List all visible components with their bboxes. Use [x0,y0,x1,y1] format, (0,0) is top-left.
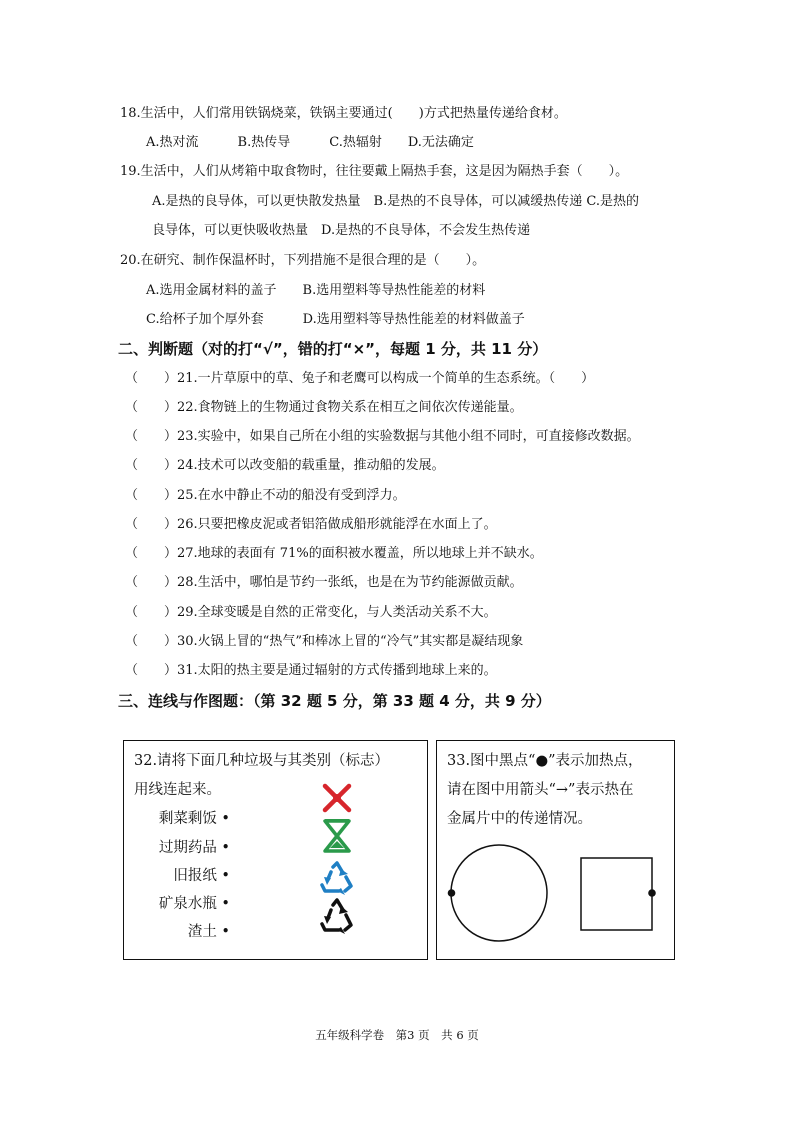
harmful-waste-icon [320,781,354,815]
heating-point-dot [648,889,656,897]
list-item: （ ）27.地球的表面有 71%的面积被水覆盖，所以地球上并不缺水。 [125,546,543,561]
heating-point-dot [448,889,456,897]
question-19-options-line1: A.是热的良导体，可以更快散发热量 B.是热的不良导体，可以减缓热传递 C.是热的 [152,194,639,209]
question-19-stem: 19.生活中，人们从烤箱中取食物时，往往要戴上隔热手套，这是因为隔热手套（ ）。 [120,164,629,179]
section-2-title: 二、判断题（对的打“√”，错的打“×”，每题 1 分，共 11 分） [118,340,548,358]
recyclable-icon [319,861,355,895]
question-32-line1: 32.请将下面几种垃圾与其类别（标志） [134,753,390,769]
list-item: （ ）30.火锅上冒的“热气”和棒冰上冒的“冷气”其实都是凝结现象 [125,634,524,649]
waste-item-dregs-soil: 渣土 • [187,924,230,940]
question-33-line1: 33.图中黑点“●”表示加热点， [447,753,643,769]
question-20-stem: 20.在研究、制作保温杯时，下列措施不是很合理的是（ ）。 [120,253,486,268]
list-item: （ ）22.食物链上的生物通过食物关系在相互之间依次传递能量。 [125,400,523,415]
waste-item-water-bottle: 矿泉水瓶 • [158,896,230,912]
list-item: （ ）28.生活中，哪怕是节约一张纸，也是在为节约能源做贡献。 [125,575,523,590]
section-3-title: 三、连线与作图题：（第 32 题 5 分，第 33 题 4 分，共 9 分） [118,692,551,710]
question-33-line3: 金属片中的传递情况。 [447,811,592,827]
question-33-line2: 请在图中用箭头“→”表示热在 [447,782,634,798]
question-18-stem: 18.生活中，人们常用铁锅烧菜，铁锅主要通过( )方式把热量传递给食材。 [120,106,567,121]
list-item: （ ）31.太阳的热主要是通过辐射的方式传播到地球上来的。 [125,663,497,678]
square-metal-sheet[interactable] [580,857,658,933]
other-waste-icon [319,898,355,934]
list-item: （ ）24.技术可以改变船的载重量，推动船的发展。 [125,458,445,473]
list-item: （ ）26.只要把橡皮泥或者铝箔做成船形就能浮在水面上了。 [125,517,497,532]
kitchen-waste-icon [321,818,353,854]
question-20-options-line1: A.选用金属材料的盖子 B.选用塑料等导热性能差的材料 [146,283,486,298]
list-item: （ ）29.全球变暖是自然的正常变化，与人类活动关系不大。 [125,605,497,620]
page-footer: 五年级科学卷 第3 页 共 6 页 [315,1028,479,1042]
waste-item-leftover-food: 剩菜剩饭 • [158,811,230,827]
list-item: （ ）21.一片草原中的草、兔子和老鹰可以构成一个简单的生态系统。（ ） [125,371,595,386]
list-item: （ ）23.实验中，如果自己所在小组的实验数据与其他小组不同时，可直接修改数据。 [125,429,640,444]
question-33-box [436,740,675,960]
waste-item-expired-medicine: 过期药品 • [158,840,230,856]
question-20-options-line2: C.给杯子加个厚外套 D.选用塑料等导热性能差的材料做盖子 [146,312,525,327]
question-32-line2: 用线连起来。 [134,782,221,798]
waste-item-old-newspaper: 旧报纸 • [173,868,230,884]
list-item: （ ）25.在水中静止不动的船没有受到浮力。 [125,488,406,503]
circle-metal-sheet[interactable] [447,841,551,945]
question-18-options: A.热对流 B.热传导 C.热辐射 D.无法确定 [146,135,474,150]
question-32-box [123,740,428,960]
question-19-options-line2: 良导体，可以更快吸收热量 D.是热的不良导体，不会发生热传递 [152,223,531,238]
